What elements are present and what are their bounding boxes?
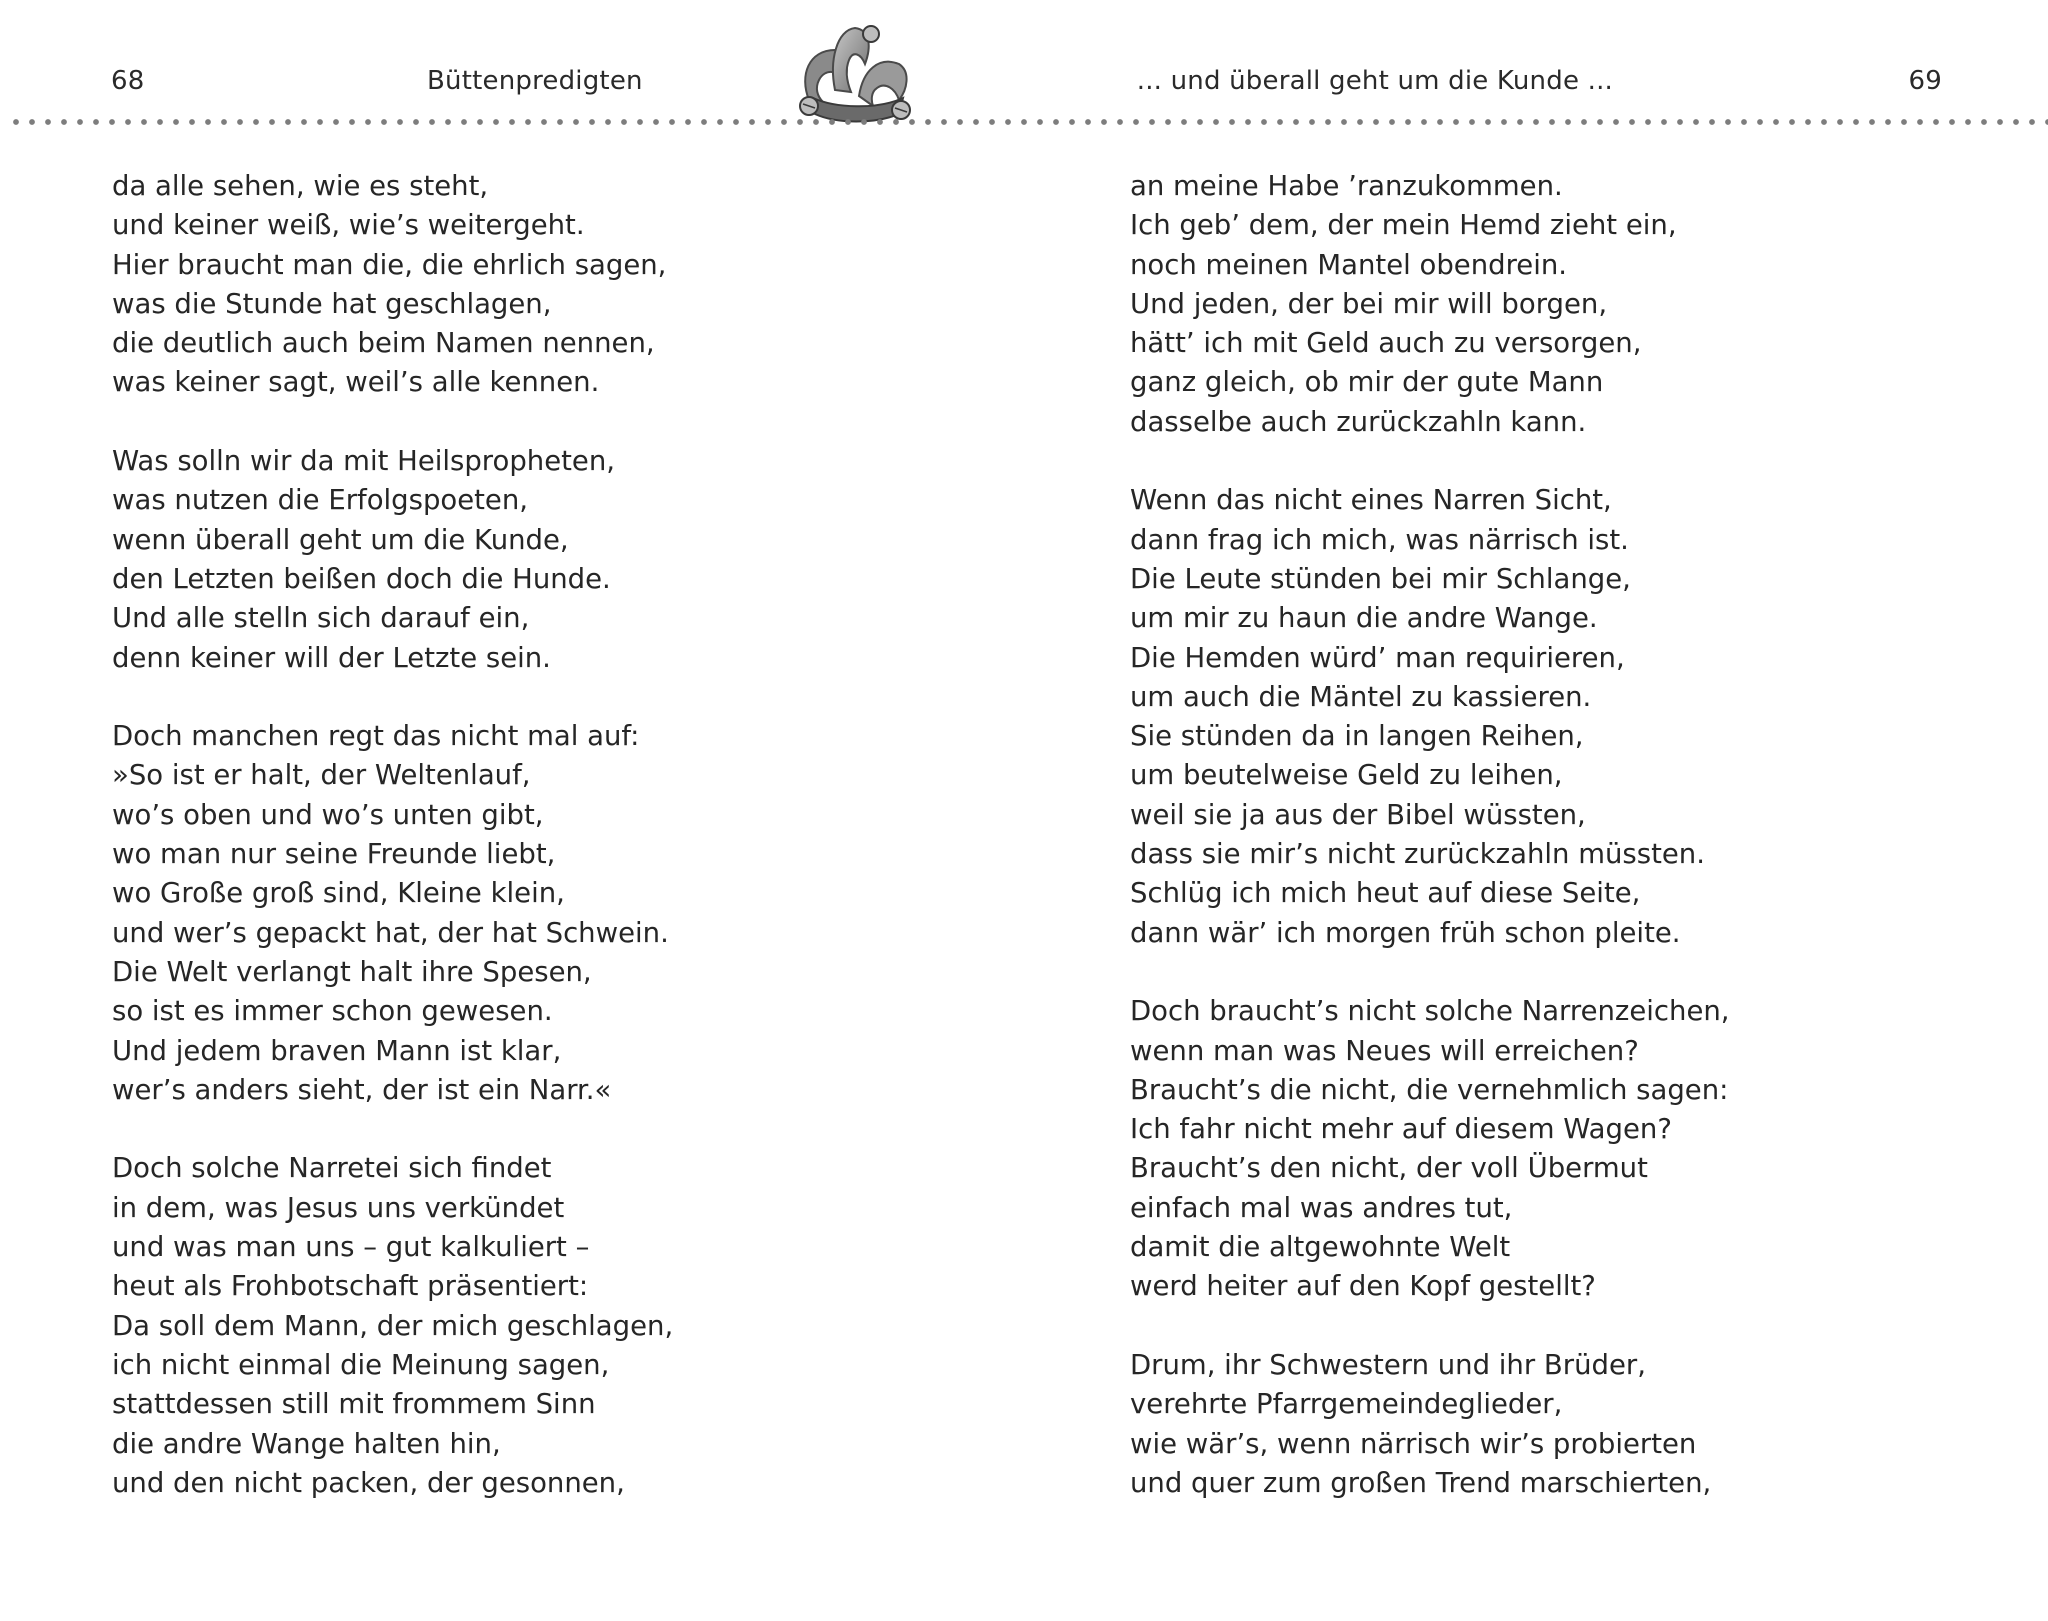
stanza bbox=[1130, 1346, 1712, 1503]
poem-line: werd heiter auf den Kopf gestellt? bbox=[1130, 1270, 1596, 1303]
poem-line: dann wär’ ich morgen früh schon pleite. bbox=[1130, 916, 1681, 949]
poem-line: Die Hemden würd’ man requirieren, bbox=[1130, 641, 1625, 674]
poem-line: wo Große groß sind, Kleine klein, bbox=[112, 877, 565, 910]
poem-line: und wer’s gepackt hat, der hat Schwein. bbox=[112, 916, 669, 949]
poem-line: wie wär’s, wenn närrisch wir’s probierten bbox=[1130, 1427, 1697, 1460]
poem-line: die andre Wange halten hin, bbox=[112, 1427, 501, 1460]
poem-line: in dem, was Jesus uns verkündet bbox=[112, 1191, 565, 1224]
poem-line: wenn man was Neues will erreichen? bbox=[1130, 1034, 1639, 1067]
poem-line: Ich geb’ dem, der mein Hemd zieht ein, bbox=[1130, 209, 1677, 242]
dotted-rule bbox=[8, 118, 2048, 126]
poem-line: dann frag ich mich, was närrisch ist. bbox=[1130, 523, 1629, 556]
poem-line: um mir zu haun die andre Wange. bbox=[1130, 602, 1598, 635]
poem-line: Schlüg ich mich heut auf diese Seite, bbox=[1130, 877, 1641, 910]
left-page-number: 68 bbox=[111, 66, 145, 96]
poem-line: was die Stunde hat geschlagen, bbox=[112, 287, 552, 320]
poem-line: Braucht’s den nicht, der voll Übermut bbox=[1130, 1152, 1648, 1185]
jester-cap-icon bbox=[787, 20, 922, 125]
poem-line: Ich fahr nicht mehr auf diesem Wagen? bbox=[1130, 1113, 1672, 1146]
stanza bbox=[112, 442, 672, 678]
stanza bbox=[112, 717, 672, 1110]
poem-line: und keiner weiß, wie’s weitergeht. bbox=[112, 209, 585, 242]
poem-line: wer’s anders sieht, der ist ein Narr.« bbox=[112, 1073, 612, 1106]
poem-line: und was man uns – gut kalkuliert – bbox=[112, 1231, 590, 1264]
poem-line: Und jedem braven Mann ist klar, bbox=[112, 1034, 562, 1067]
poem-line: stattdessen still mit frommem Sinn bbox=[112, 1388, 596, 1421]
stanza bbox=[112, 167, 672, 403]
poem-line: und quer zum großen Trend marschierten, bbox=[1130, 1466, 1712, 1499]
poem-line: an meine Habe ’ranzukommen. bbox=[1130, 170, 1563, 202]
poem-line: um beutelweise Geld zu leihen, bbox=[1130, 759, 1563, 792]
poem-line: wenn überall geht um die Kunde, bbox=[112, 523, 569, 556]
poem-line: da alle sehen, wie es steht, bbox=[112, 170, 489, 202]
poem-line: Die Welt verlangt halt ihre Spesen, bbox=[112, 955, 592, 988]
poem-line: Drum, ihr Schwestern und ihr Brüder, bbox=[1130, 1348, 1646, 1381]
poem-line: dasselbe auch zurückzahln kann. bbox=[1130, 405, 1587, 438]
poem-line: wo man nur seine Freunde liebt, bbox=[112, 838, 556, 871]
poem-line: einfach mal was andres tut, bbox=[1130, 1191, 1513, 1224]
stanza bbox=[112, 1149, 672, 1503]
poem-line: Doch manchen regt das nicht mal auf: bbox=[112, 720, 640, 753]
poem-line: um auch die Mäntel zu kassieren. bbox=[1130, 680, 1592, 713]
poem-line: was nutzen die Erfolgspoeten, bbox=[112, 484, 529, 517]
poem-line: Und alle stelln sich darauf ein, bbox=[112, 602, 530, 635]
stanza bbox=[1130, 481, 1705, 953]
poem-line: den Letzten beißen doch die Hunde. bbox=[112, 562, 611, 595]
poem-line: Wenn das nicht eines Narren Sicht, bbox=[1130, 484, 1612, 517]
poem-line: Doch braucht’s nicht solche Narrenzeichen, bbox=[1130, 995, 1730, 1028]
poem-line: die deutlich auch beim Namen nennen, bbox=[112, 327, 655, 360]
right-page-poem bbox=[1130, 167, 1730, 1542]
poem-line: so ist es immer schon gewesen. bbox=[112, 995, 553, 1028]
poem-line: Braucht’s die nicht, die vernehmlich sagen: bbox=[1130, 1073, 1729, 1106]
poem-line: dass sie mir’s nicht zurückzahln müssten. bbox=[1130, 838, 1705, 871]
poem-line: »So ist er halt, der Weltenlauf, bbox=[112, 759, 531, 792]
poem-line: Die Leute stünden bei mir Schlange, bbox=[1130, 562, 1631, 595]
poem-line: heut als Frohbotschaft präsentiert: bbox=[112, 1270, 589, 1303]
poem-line: Und jeden, der bei mir will borgen, bbox=[1130, 287, 1608, 320]
poem-line: damit die altgewohnte Welt bbox=[1130, 1231, 1511, 1264]
poem-line: was keiner sagt, weil’s alle kennen. bbox=[112, 366, 600, 399]
stanza bbox=[1130, 167, 1690, 442]
stanza bbox=[1130, 992, 1730, 1306]
poem-line: und den nicht packen, der gesonnen, bbox=[112, 1466, 625, 1499]
poem-line: ich nicht einmal die Meinung sagen, bbox=[112, 1348, 610, 1381]
poem-line: verehrte Pfarrgemeindeglieder, bbox=[1130, 1388, 1563, 1421]
poem-line: wo’s oben und wo’s unten gibt, bbox=[112, 798, 544, 831]
poem-line: weil sie ja aus der Bibel wüssten, bbox=[1130, 798, 1586, 831]
poem-line: Was solln wir da mit Heilspropheten, bbox=[112, 445, 616, 478]
left-page-poem bbox=[112, 167, 672, 1542]
poem-line: Hier braucht man die, die ehrlich sagen, bbox=[112, 248, 667, 281]
poem-line: Sie stünden da in langen Reihen, bbox=[1130, 720, 1584, 753]
poem-line: Doch solche Narretei sich findet bbox=[112, 1152, 552, 1185]
poem-line: denn keiner will der Letzte sein. bbox=[112, 641, 551, 674]
right-running-head: ... und überall geht um die Kunde ... bbox=[1136, 66, 1613, 96]
poem-line: noch meinen Mantel obendrein. bbox=[1130, 248, 1568, 281]
poem-line: ganz gleich, ob mir der gute Mann bbox=[1130, 366, 1604, 399]
poem-line: hätt’ ich mit Geld auch zu versorgen, bbox=[1130, 327, 1642, 360]
right-page-number: 69 bbox=[1908, 66, 1942, 96]
left-running-head: Büttenpredigten bbox=[427, 66, 643, 96]
poem-line: Da soll dem Mann, der mich geschlagen, bbox=[112, 1309, 674, 1342]
